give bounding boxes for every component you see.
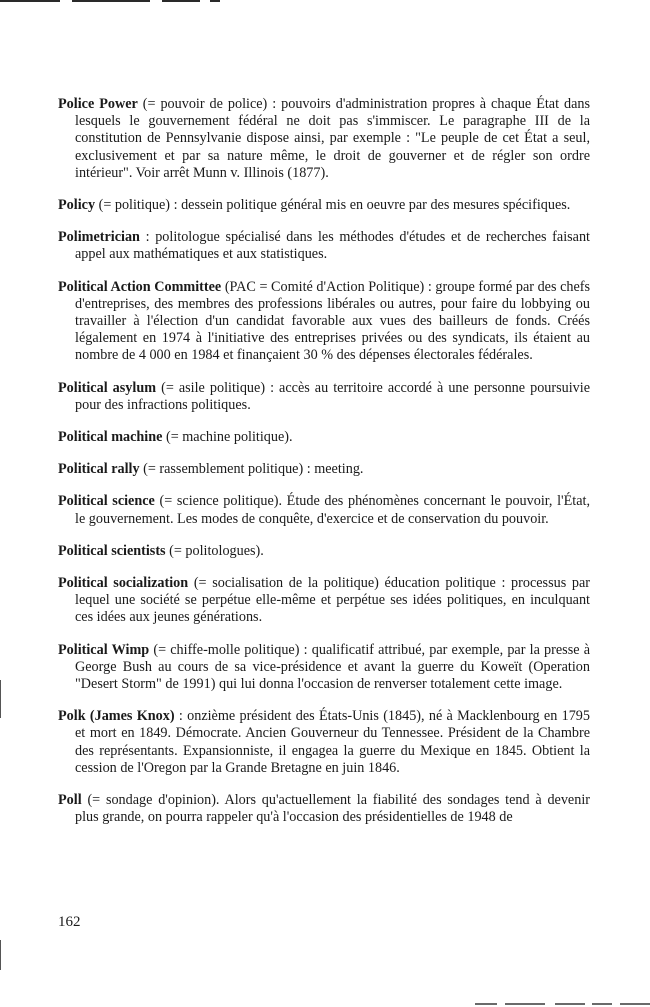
glossary-definition: (= asile politique) : accès au territoire accordé à une personne poursuivie pour des infractions politiques.	[75, 379, 591, 413]
glossary-term: Political Wimp	[58, 641, 150, 658]
glossary-entry	[58, 461, 590, 478]
glossary-term: Poll	[58, 792, 82, 809]
glossary-entry	[58, 543, 590, 560]
glossary-definition: (= politologues).	[169, 542, 264, 559]
glossary-term: Political rally	[58, 461, 140, 478]
page-number: 162	[58, 914, 81, 930]
glossary-definition: (= science politique). Étude des phénomènes concernant le pouvoir, l'État, le gouvernement. Les modes de conquête, d'exercice et de conservation du pouvoir.	[75, 493, 591, 527]
glossary-term: Political asylum	[58, 379, 157, 396]
glossary-definition: (= machine politique).	[165, 429, 293, 446]
glossary-definition: (= sondage d'opinion). Alors qu'actuellement la fiabilité des sondages tend à devenir plus grande, on pourra rappeler qu'à l'occasion des présidentielles de 1948 de	[75, 792, 590, 826]
glossary-entry	[58, 575, 590, 627]
glossary-definition: : politologue spécialisé dans les méthodes d'études et de recherches faisant appel aux mathématiques et aux statistiques.	[75, 229, 591, 263]
glossary-entry	[58, 96, 590, 182]
glossary-definition: (= chiffe-molle politique) : qualificatif attribué, par exemple, par la presse à George Bush au cours de sa vice-présidence et avant la guerre du Koweït (Operation "Desert Storm" de 1991) qui lui donna l'occasion de renverser totalement cette image.	[75, 641, 590, 693]
glossary-term: Political science	[58, 493, 155, 510]
scan-edge-top	[0, 0, 650, 4]
glossary-definition: (= rassemblement politique) : meeting.	[143, 461, 364, 478]
glossary-entry	[58, 197, 590, 214]
glossary-page-body	[58, 96, 590, 842]
glossary-entry	[58, 279, 590, 365]
glossary-definition: (PAC = Comité d'Action Politique) : groupe formé par des chefs d'entreprises, des membres des professions libérales ou autres, pour faire du lobbying ou travailler à l'élection d'un candidat favorable aux vues des bailleurs de fonds. Créés légalement en 1974 à l'initiative des entreprises privées ou des syndicats, ils étaient au nombre de 4 000 en 1984 et finançaient 30 % des dépenses électorales fédérales.	[75, 278, 591, 364]
scan-edge-bottom	[0, 1001, 650, 1007]
glossary-definition: (= pouvoir de police) : pouvoirs d'administration propres à chaque État dans lesquels le gouvernement fédéral ne doit pas s'immiscer. Le paragraphe III de la constitution de Pennsylvanie dispose ainsi, par exemple : "Le peuple de cet État a seul, exclusivement et par sa nature même, le droit de gouverner et de régler son ordre intérieur". Voir arrêt Munn v. Illinois (1877).	[75, 96, 590, 181]
glossary-entry	[58, 792, 590, 826]
glossary-term: Polimetrician	[58, 229, 140, 246]
glossary-definition: : onzième président des États-Unis (1845), né à Macklenbourg en 1795 et mort en 1849. Démocrate. Ancien Gouverneur du Tennessee. Président de la Chambre des représentants. Expansionniste, il engagea la guerre du Mexique en 1845. Obtient la cession de l'Oregon par la Grande Bretagne en juin 1846.	[75, 708, 590, 776]
glossary-entry	[58, 708, 590, 777]
glossary-entry	[58, 229, 590, 263]
glossary-term: Political scientists	[58, 542, 166, 559]
glossary-term: Political socialization	[58, 575, 189, 592]
glossary-term: Political machine	[58, 429, 163, 446]
glossary-entry	[58, 642, 590, 694]
glossary-term: Policy	[58, 197, 96, 214]
glossary-term: Political Action Committee	[58, 278, 222, 295]
glossary-entry	[58, 380, 590, 414]
scan-edge-left-mark	[0, 940, 1, 970]
glossary-entry	[58, 493, 590, 527]
glossary-term: Police Power	[58, 96, 138, 112]
glossary-definition: (= socialisation de la politique) éducation politique : processus par lequel une société se perpétue elle-même et perpétue ses idées politiques, en inculquant ces idées aux jeunes générations.	[75, 575, 590, 626]
glossary-term: Polk (James Knox)	[58, 708, 175, 725]
scan-edge-left-mark	[0, 680, 1, 718]
glossary-entry	[58, 429, 590, 446]
glossary-definition: (= politique) : dessein politique général mis en oeuvre par des mesures spécifiques.	[98, 197, 571, 214]
